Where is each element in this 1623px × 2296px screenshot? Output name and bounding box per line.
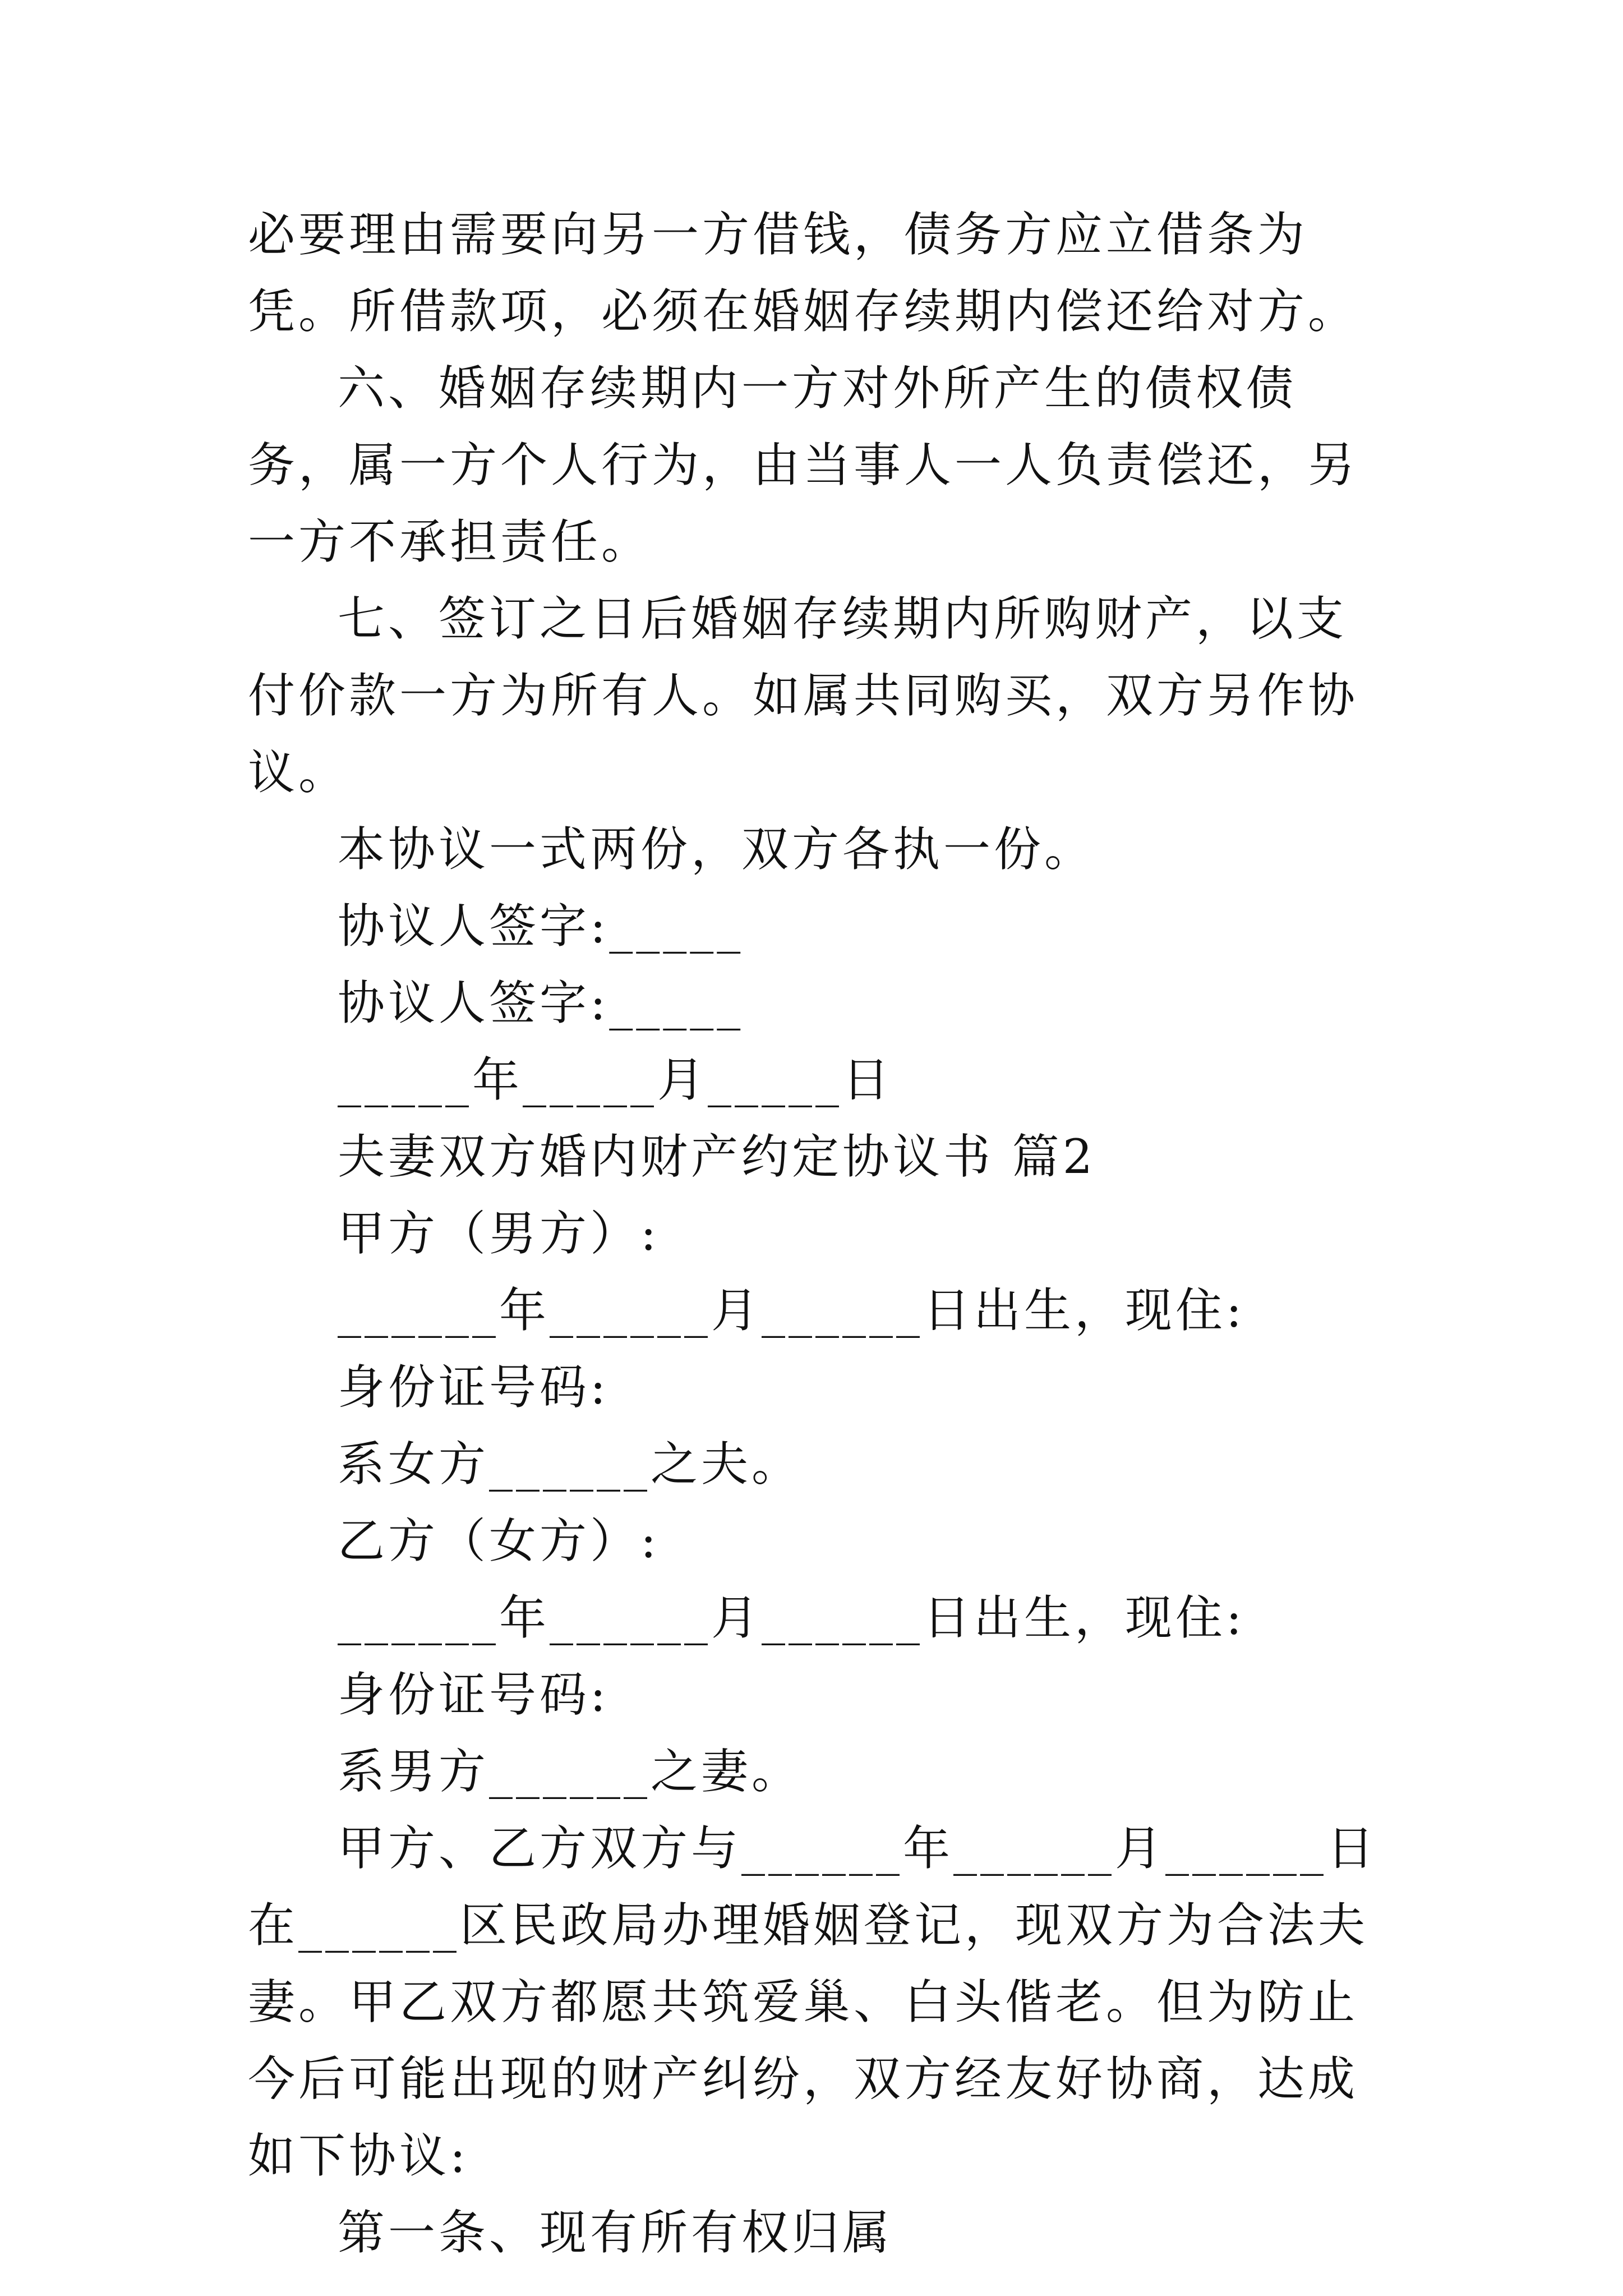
paragraph-clause-six: 六、婚姻存续期内一方对外所产生的债权债务，属一方个人行为，由当事人一人负责偿还，另一方不承担责任。 xyxy=(248,361,1359,569)
party-b-heading: 乙方（女方）: xyxy=(338,1513,660,1568)
signature-line-1: 协议人签字:_____ xyxy=(338,899,744,954)
party-a-id-number: 身份证号码: xyxy=(338,1360,610,1415)
paragraph-copies: 本协议一式两份，双方各执一份。 xyxy=(338,822,1095,877)
article-one-heading: 第一条、现有所有权归属 xyxy=(338,2205,893,2260)
party-b-id-number: 身份证号码: xyxy=(338,1667,610,1722)
section-title-part-2: 夫妻双方婚内财产约定协议书 篇2 xyxy=(338,1129,1096,1184)
party-a-birth-address: ______年______月______日出生，现住: xyxy=(338,1283,1246,1338)
paragraph-clause-seven: 七、签订之日后婚姻存续期内所购财产，以支付价款一方为所有人。如属共同购买，双方另作协议。 xyxy=(248,591,1359,800)
paragraph-marriage-registration: 甲方、乙方双方与______年______月______日在______区民政局办理婚姻登记，现双方为合法夫妻。甲乙双方都愿共筑爱巢、白头偕老。但为防止今后可能出现的财产纠纷，双方经友好协商，达成如下协议: xyxy=(248,1821,1378,2183)
party-a-heading: 甲方（男方）: xyxy=(338,1206,660,1261)
paragraph-loan-continuation: 必要理由需要向另一方借钱，债务方应立借条为凭。所借款项，必须在婚姻存续期内偿还给对方。 xyxy=(248,207,1359,339)
party-b-relation: 系男方______之妻。 xyxy=(338,1744,803,1799)
date-line: _____年_____月_____日 xyxy=(338,1052,893,1107)
party-a-relation: 系女方______之夫。 xyxy=(338,1437,803,1492)
document-body xyxy=(248,196,1386,2271)
party-b-birth-address: ______年______月______日出生，现住: xyxy=(338,1590,1246,1645)
signature-line-2: 协议人签字:_____ xyxy=(338,976,744,1030)
